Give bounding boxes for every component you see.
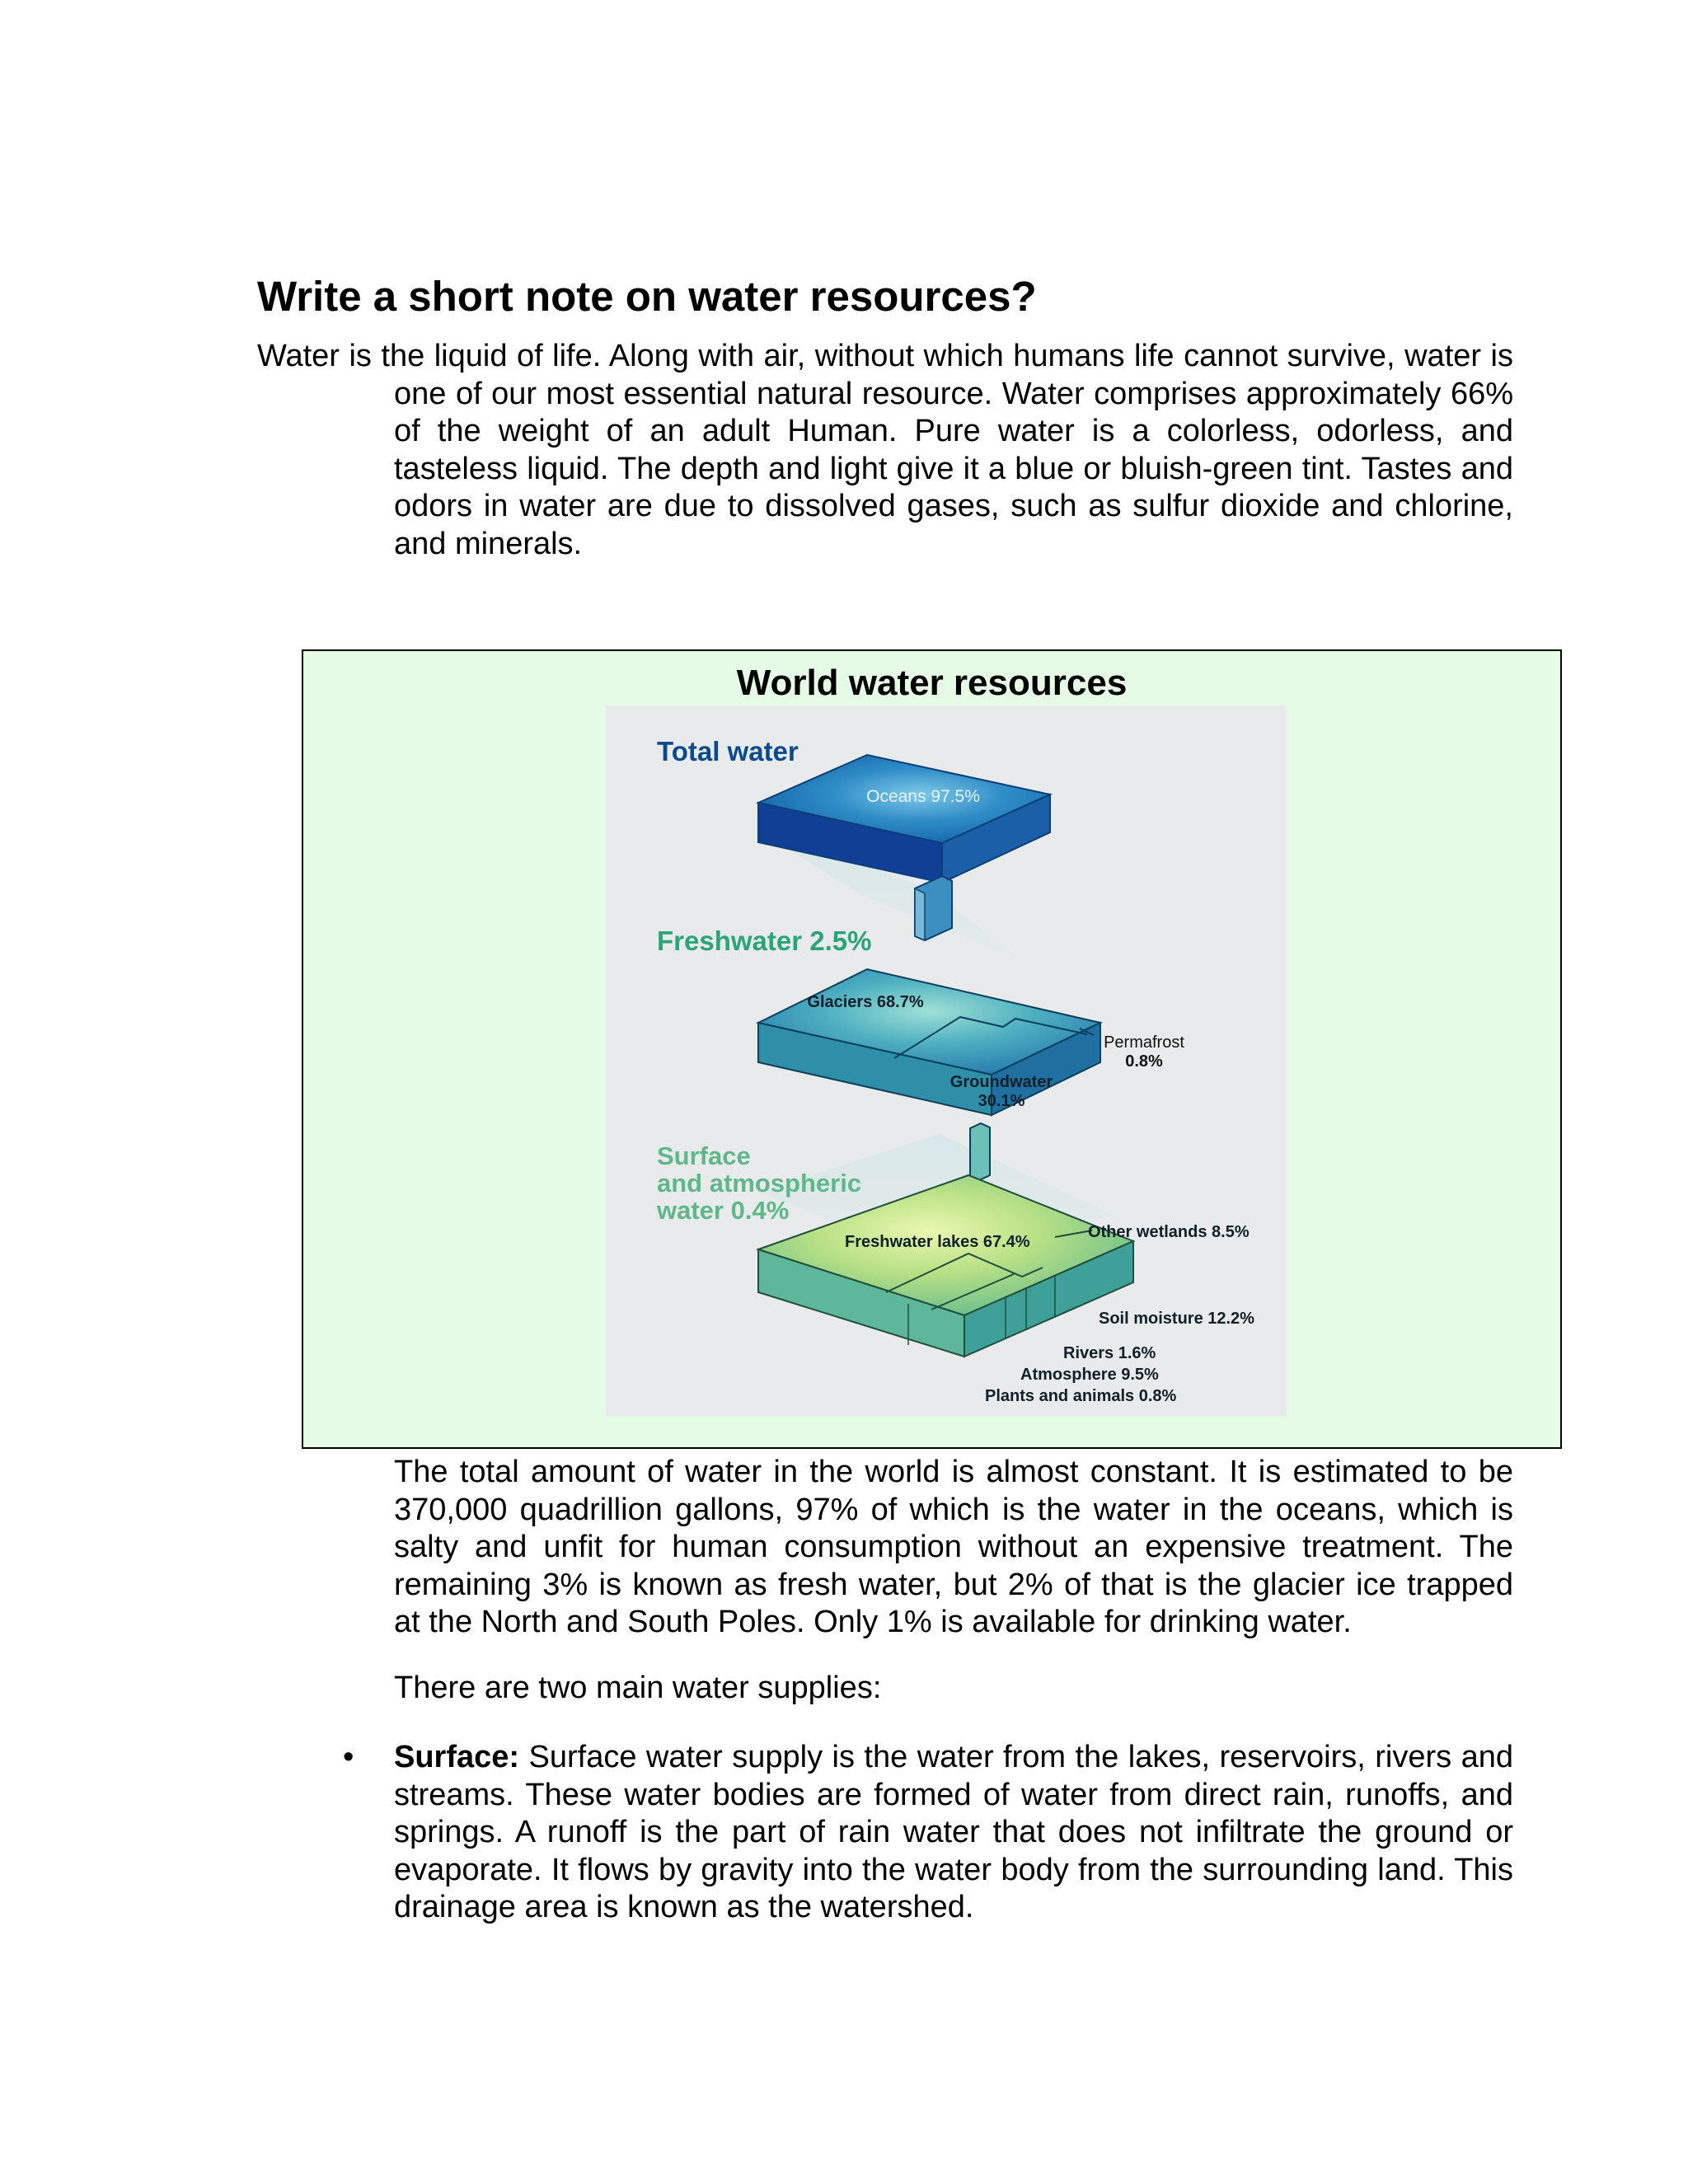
- permafrost-label-1: Permafrost: [1104, 1033, 1184, 1052]
- figure-title: World water resources: [736, 663, 1128, 703]
- groundwater-label-1: Groundwater: [950, 1073, 1053, 1091]
- supplies-intro: There are two main water supplies:: [394, 1671, 882, 1705]
- wetlands-label: Other wetlands 8.5%: [1088, 1223, 1250, 1241]
- bullet-text: Surface water supply is the water from the lakes, reservoirs, rivers and streams. These water bodies are formed of water from direct rain, runoffs, and springs. A runoff is the part of rain water that does not infiltrate the ground or evaporate. It flows by gravity into the water body from the surrounding land. This drainage area is known as the watershed.: [394, 1740, 1513, 1925]
- plants-label: Plants and animals 0.8%: [985, 1387, 1177, 1405]
- surface-label-3: water 0.4%: [657, 1196, 790, 1225]
- page-title: Write a short note on water resources?: [257, 273, 1037, 320]
- bullet-item-surface: [394, 1739, 1513, 1927]
- surface-label-2: and atmospheric: [657, 1169, 862, 1197]
- surface-label-1: Surface: [657, 1141, 751, 1170]
- intro-paragraph: Water is the liquid of life. Along with air, without which humans life cannot survive, water is one of our most essential natural resource. Water comprises approximately 66% of the weight of an adult Human. Pure water is a colorless, odorless, and tasteless liquid. The depth and light give it a blue or bluish-green tint. Tastes and odors in water are due to dissolved gases, such as sulfur dioxide and chlorine, and minerals.: [257, 339, 1513, 561]
- lakes-label: Freshwater lakes 67.4%: [845, 1233, 1030, 1251]
- atmosphere-label: Atmosphere 9.5%: [1020, 1366, 1159, 1384]
- glaciers-label: Glaciers 68.7%: [807, 993, 924, 1011]
- bullet-marker: •: [343, 1740, 354, 1774]
- groundwater-label-2: 30.1%: [978, 1092, 1025, 1110]
- bullet-term: Surface:: [394, 1740, 520, 1774]
- total-water-label: Total water: [657, 736, 799, 766]
- soil-label: Soil moisture 12.2%: [1099, 1310, 1254, 1328]
- permafrost-label-2: 0.8%: [1125, 1052, 1163, 1071]
- rivers-label: Rivers 1.6%: [1063, 1344, 1156, 1362]
- water-diagram-svg: [606, 705, 1287, 1416]
- freshwater-label: Freshwater 2.5%: [657, 926, 872, 956]
- oceans-label: Oceans 97.5%: [866, 787, 980, 806]
- figure-box: [302, 649, 1562, 1449]
- body-paragraph: The total amount of water in the world is almost constant. It is estimated to be 370,000 quadrillion gallons, 97% of which is the water in the oceans, which is salty and unfit for human consumption without an expensive treatment. The remaining 3% is known as fresh water, but 2% of that is the glacier ice trapped at the North and South Poles. Only 1% is available for drinking water.: [394, 1455, 1513, 1640]
- water-diagram: [606, 705, 1287, 1416]
